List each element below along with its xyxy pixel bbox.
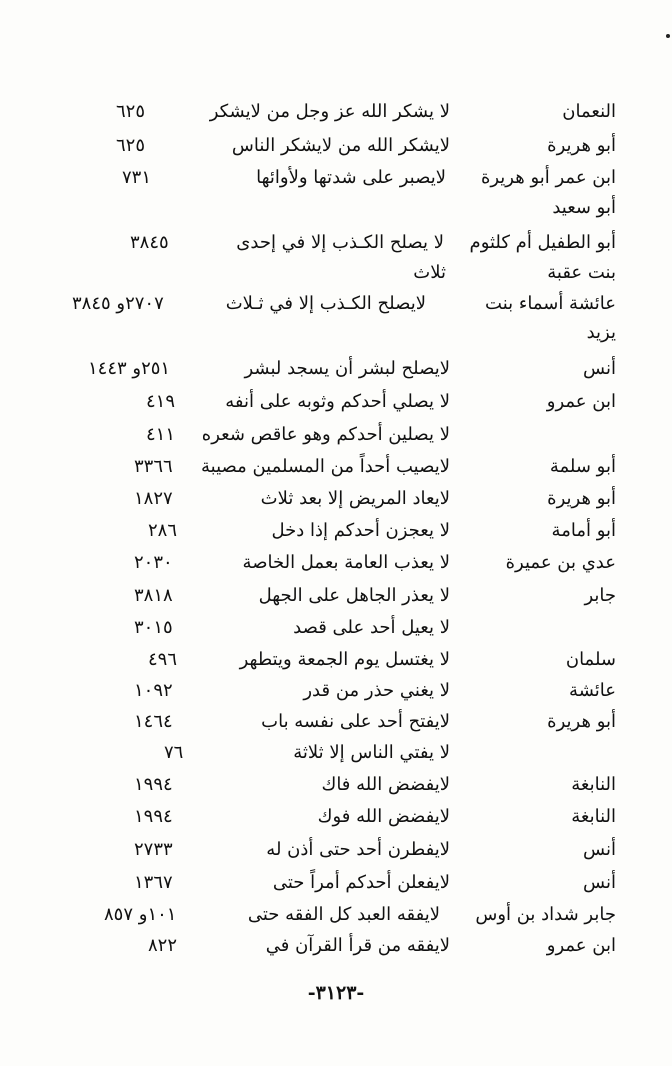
hadith-number: ١٩٩٤	[134, 774, 173, 795]
list-item	[0, 163, 672, 193]
hadith-text: لا يشكر الله عز وجل من لايشكر	[209, 101, 450, 122]
hadith-number: ٦٢٥	[116, 101, 146, 122]
hadith-text: لايعاد المريض إلا بعد ثلاث	[260, 488, 450, 509]
list-item	[0, 613, 672, 643]
hadith-number: ٦٢٥	[116, 135, 146, 156]
narrator: ابن عمرو	[546, 391, 616, 412]
list-item	[0, 707, 672, 737]
list-item	[0, 318, 672, 348]
hadith-number: ١٠١و ٨٥٧	[104, 904, 177, 925]
hadith-number: ٨٢٢	[148, 935, 178, 956]
list-item	[0, 289, 672, 319]
narrator: سلمان	[565, 649, 616, 670]
hadith-number: ٧٦	[164, 742, 184, 763]
list-item	[0, 354, 672, 384]
narrator: النابغة	[571, 774, 616, 795]
hadith-number: ٧٣١	[122, 167, 152, 188]
list-item	[0, 484, 672, 514]
hadith-text: لايشكر الله من لايشكر الناس	[231, 135, 450, 156]
hadith-text: لا يعجزن أحدكم إذا دخل	[271, 520, 450, 541]
hadith-number: ٢٧٠٧و ٣٨٤٥	[72, 293, 164, 314]
narrator: أبو أمامة	[551, 520, 616, 541]
narrator: يزيد	[586, 322, 616, 343]
hadith-number: ٢٨٦	[148, 520, 178, 541]
hadith-number: ٣٠١٥	[134, 617, 173, 638]
hadith-number: ٢٥١و ١٤٤٣	[88, 358, 171, 379]
narrator: أبو سلمة	[549, 456, 616, 477]
hadith-number: ١٤٦٤	[134, 711, 173, 732]
narrator: أبو هريرة	[547, 488, 616, 509]
hadith-text: لايفضض الله فوك	[317, 806, 450, 827]
narrator: جابر	[584, 585, 616, 606]
narrator: بنت عقبة	[547, 262, 616, 283]
list-item	[0, 900, 672, 930]
hadith-text: لايصلح الكـذب إلا في ثـلاث	[225, 293, 426, 314]
hadith-number: ١٨٢٧	[134, 488, 173, 509]
narrator: النعمان	[562, 101, 616, 122]
list-item	[0, 802, 672, 832]
hadith-number: ٣٨١٨	[134, 585, 173, 606]
hadith-text: لايفعلن أحدكم أمراً حتى	[272, 872, 450, 893]
hadith-number: ١٠٩٢	[134, 680, 173, 701]
narrator: أبو هريرة	[547, 135, 616, 156]
hadith-number: ٢٠٣٠	[134, 552, 173, 573]
narrator: أبو الطفيل أم كلثوم	[469, 232, 616, 253]
list-item	[0, 770, 672, 800]
narrator: أنس	[583, 358, 616, 379]
narrator: أنس	[583, 872, 616, 893]
hadith-number: ٤١٩	[146, 391, 176, 412]
hadith-text: لا يفتي الناس إلا ثلاثة	[293, 742, 450, 763]
list-item	[0, 258, 672, 288]
hadith-text: لا يعذب العامة بعمل الخاصة	[242, 552, 450, 573]
narrator: ابن عمر أبو هريرة	[480, 167, 616, 188]
hadith-number: ٣٣٦٦	[134, 456, 173, 477]
hadith-text: لا يغني حذر من قدر	[303, 680, 450, 701]
list-item	[0, 835, 672, 865]
hadith-text: لايفتح أحد على نفسه باب	[261, 711, 450, 732]
list-item	[0, 97, 672, 127]
hadith-text: لا يصلح الكـذب إلا في إحدى	[236, 232, 444, 253]
narrator: أنس	[583, 839, 616, 860]
hadith-text: لا يعذر الجاهل على الجهل	[258, 585, 450, 606]
list-item	[0, 931, 672, 961]
hadith-text: لايفضض الله فاك	[321, 774, 450, 795]
list-item	[0, 131, 672, 161]
hadith-number: ١٣٦٧	[134, 872, 173, 893]
page-number: -٣١٢٣-	[307, 982, 365, 1004]
list-item	[0, 516, 672, 546]
list-item	[0, 868, 672, 898]
hadith-text: لا يغتسل يوم الجمعة ويتطهر	[239, 649, 450, 670]
corner-mark	[666, 34, 670, 38]
narrator: جابر شداد بن أوس	[475, 904, 616, 925]
narrator: ابن عمرو	[546, 935, 616, 956]
hadith-text: لايفطرن أحد حتى أذن له	[266, 839, 450, 860]
hadith-number: ٣٨٤٥	[130, 232, 169, 253]
hadith-text: لايفقه من قرأ القرآن في	[265, 935, 450, 956]
hadith-text: لا يصلي أحدكم وثوبه على أنفه	[225, 391, 450, 412]
hadith-text: ثلاث	[413, 262, 446, 283]
list-item	[0, 387, 672, 417]
narrator: عدي بن عميرة	[505, 552, 616, 573]
list-item	[0, 193, 672, 223]
hadith-number: ١٩٩٤	[134, 806, 173, 827]
list-item	[0, 645, 672, 675]
list-item	[0, 548, 672, 578]
narrator: أبو هريرة	[547, 711, 616, 732]
list-item	[0, 228, 672, 258]
list-item	[0, 420, 672, 450]
hadith-number: ٤٩٦	[148, 649, 178, 670]
list-item	[0, 452, 672, 482]
narrator: أبو سعيد	[552, 197, 616, 218]
hadith-text: لايصيب أحداً من المسلمين مصيبة	[200, 456, 450, 477]
narrator: عائشة أسماء بنت	[485, 293, 616, 314]
list-item	[0, 676, 672, 706]
narrator: عائشة	[569, 680, 616, 701]
list-item	[0, 738, 672, 768]
hadith-text: لايفقه العبد كل الفقه حتى	[247, 904, 440, 925]
hadith-text: لا يعيل أحد على قصد	[293, 617, 450, 638]
hadith-text: لا يصلين أحدكم وهو عاقص شعره	[201, 424, 450, 445]
hadith-text: لايصبر على شدتها ولأوائها	[256, 167, 446, 188]
narrator: النابغة	[571, 806, 616, 827]
hadith-text: لايصلح لبشر أن يسجد لبشر	[244, 358, 450, 379]
hadith-number: ٢٧٣٣	[134, 839, 173, 860]
list-item	[0, 581, 672, 611]
hadith-number: ٤١١	[146, 424, 176, 445]
